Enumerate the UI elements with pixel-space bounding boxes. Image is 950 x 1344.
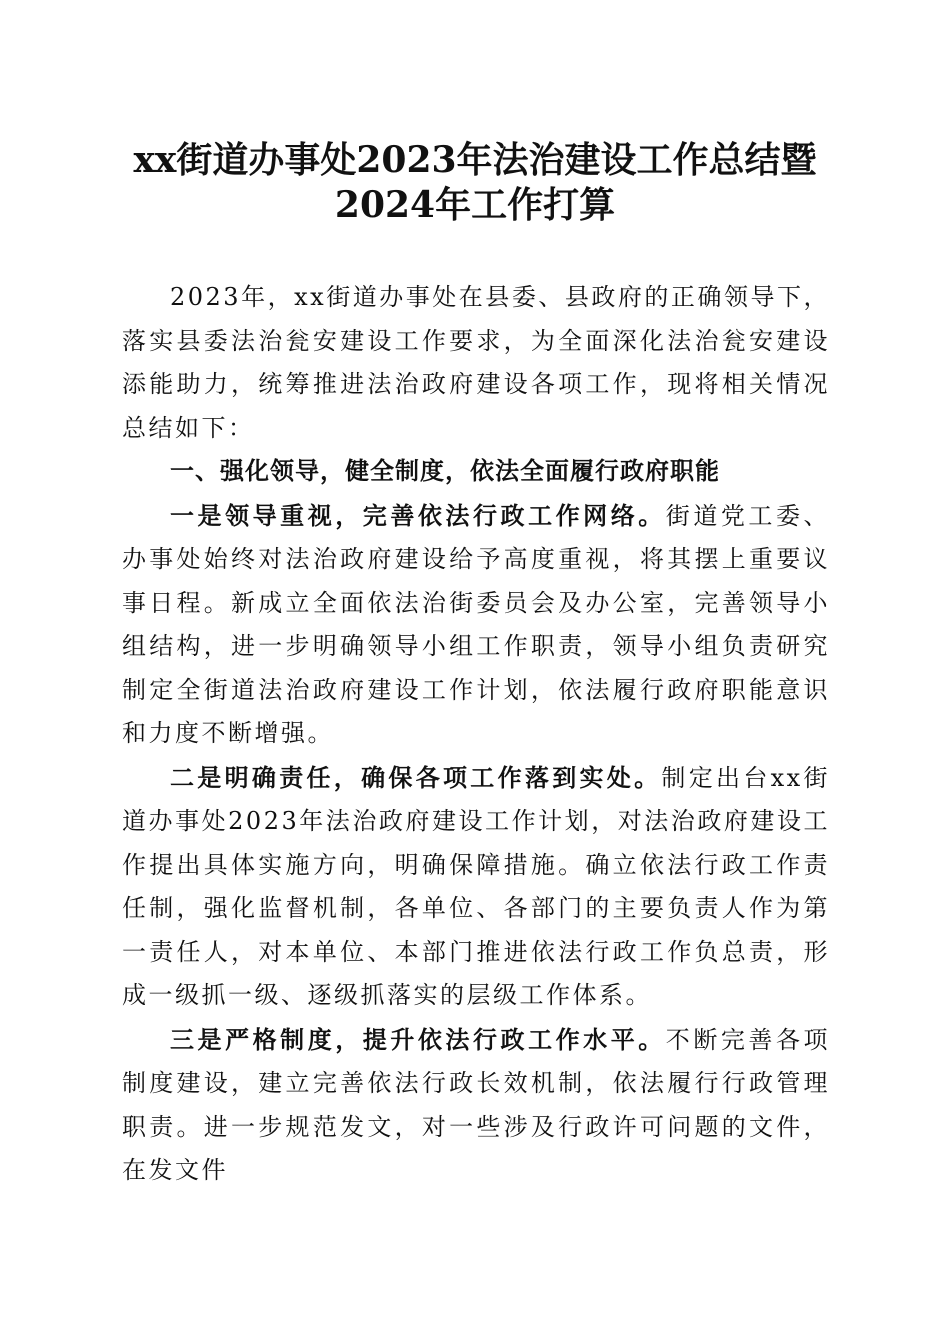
- document-body: [122, 276, 830, 1193]
- paragraph-3-text: 不断完善各项制度建设，建立完善依法行政长效机制，依法履行行政管理职责。进一步规范发文，对一些涉及行政许可问题的文件，在发文件: [122, 1025, 830, 1184]
- paragraph-1-lead: 一是领导重视，完善依法行政工作网络。: [170, 500, 666, 530]
- paragraph-2-text: 制定出台xx街道办事处2023年法治政府建设工作计划，对法治政府建设工作提出具体实施方向，明确保障措施。确立依法行政工作责任制，强化监督机制，各单位、各部门的主要负责人作为第一责任人，对本单位、本部门推进依法行政工作负总责，形成一级抓一级、逐级抓落实的层级工作体系。: [122, 763, 830, 1009]
- paragraph-1: [122, 494, 830, 756]
- document-title-line2: 2024年工作打算: [334, 184, 616, 226]
- paragraph-3: [122, 1018, 830, 1193]
- document-title-line1: xx街道办事处2023年法治建设工作总结暨: [133, 139, 817, 181]
- paragraph-3-lead: 三是严格制度，提升依法行政工作水平。: [170, 1024, 666, 1054]
- paragraph-2: [122, 756, 830, 1018]
- paragraph-2-lead: 二是明确责任，确保各项工作落到实处。: [170, 762, 662, 792]
- paragraph-1-text: 街道党工委、办事处始终对法治政府建设给予高度重视，将其摆上重要议事日程。新成立全面依法治街委员会及办公室，完善领导小组结构，进一步明确领导小组工作职责，领导小组负责研究制定全街道法治政府建设工作计划，依法履行政府职能意识和力度不断增强。: [122, 501, 830, 747]
- section-heading-1: 一、强化领导，健全制度，依法全面履行政府职能: [170, 457, 720, 485]
- intro-paragraph: 2023年，xx街道办事处在县委、县政府的正确领导下，落实县委法治瓮安建设工作要求，为全面深化法治瓮安建设添能助力，统筹推进法治政府建设各项工作，现将相关情况总结如下：: [122, 283, 830, 442]
